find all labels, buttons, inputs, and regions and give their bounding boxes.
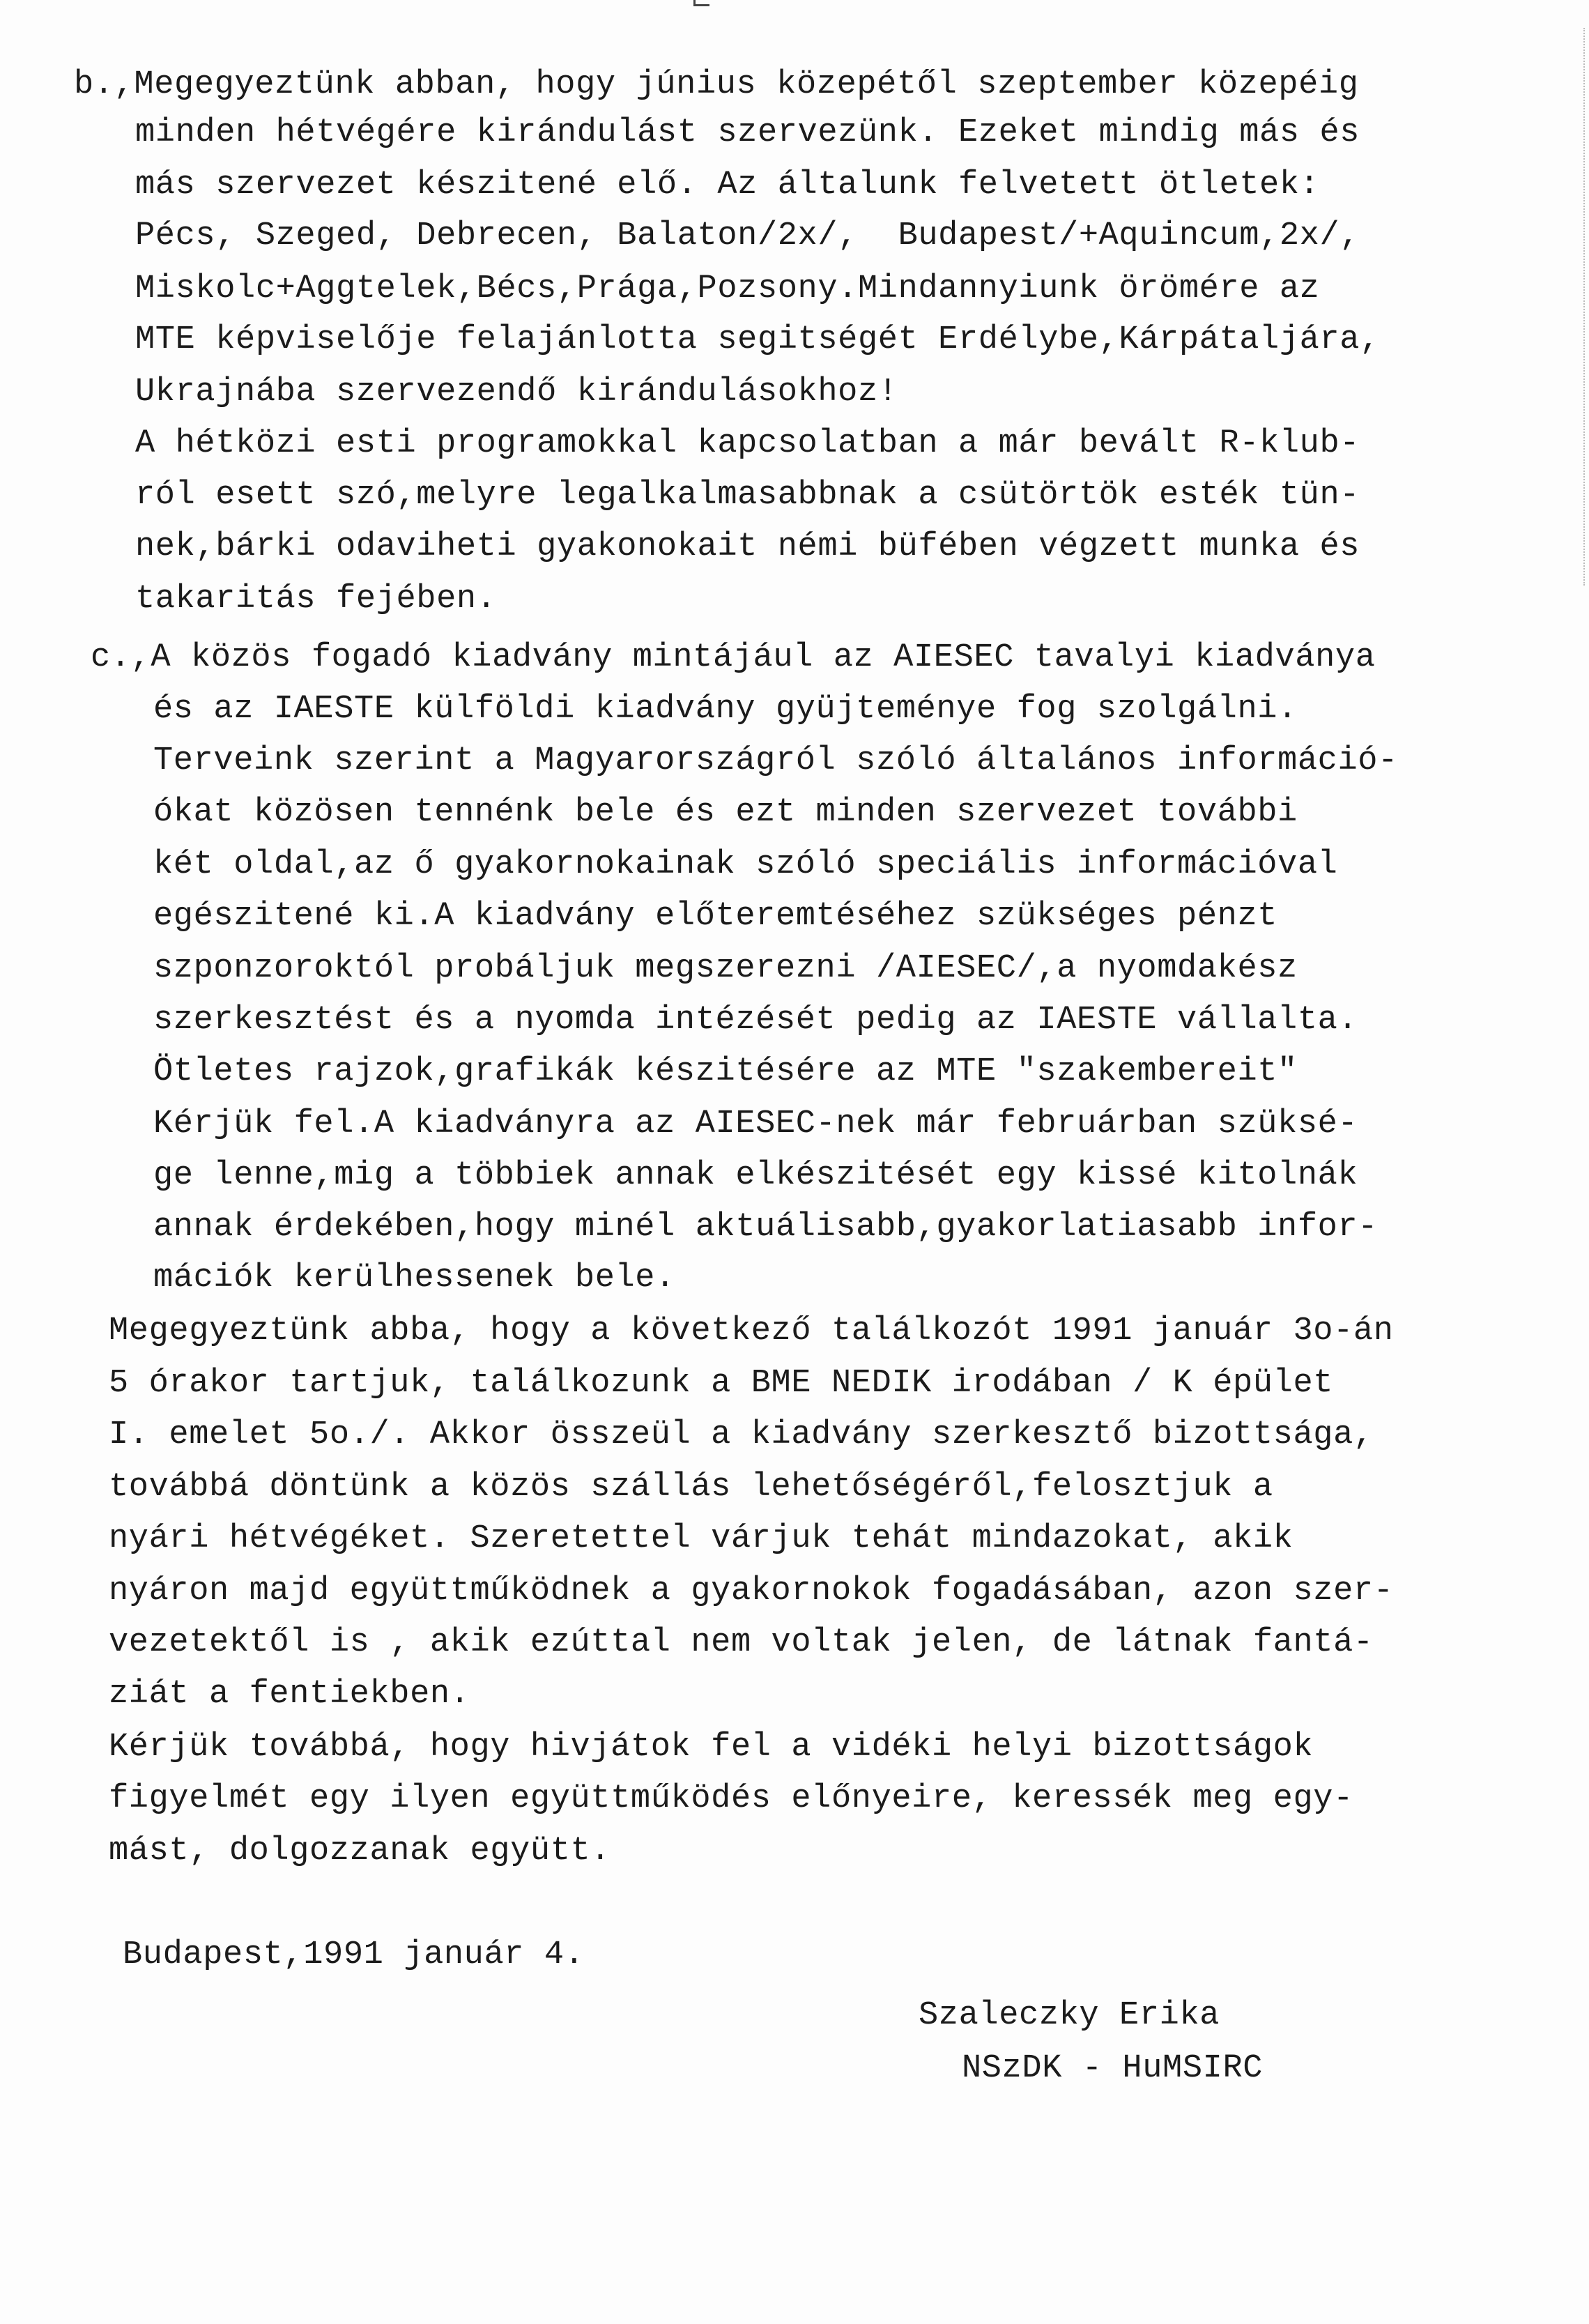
section-b-line-4: Pécs, Szeged, Debrecen, Balaton/2x/, Budapest/+Aquincum,2x/, xyxy=(135,217,1360,254)
closing-line-6: nyáron majd együttműködnek a gyakornokok fogadásában, azon szer- xyxy=(109,1573,1394,1610)
section-b-line-3: más szervezet készitené elő. Az általunk felvetett ötletek: xyxy=(135,167,1320,204)
place-date: Budapest,1991 január 4. xyxy=(123,1936,585,1973)
section-c-line-2: és az IAESTE külföldi kiadvány gyüjteménye fog szolgálni. xyxy=(153,691,1298,728)
closing-line-10: figyelmét egy ilyen együttműködés előnyeire, keressék meg egy- xyxy=(109,1780,1353,1817)
closing-line-9: Kérjük továbbá, hogy hivjátok fel a vidéki helyi bizottságok xyxy=(109,1729,1314,1766)
section-b-line-9: ról esett szó,melyre legalkalmasabbnak a csütörtök esték tün- xyxy=(135,477,1360,514)
scan-edge-artifact xyxy=(1582,28,1585,586)
section-b-line-7: Ukrajnába szervezendő kirándulásokhoz! xyxy=(135,374,898,411)
closing-line-7: vezetektől is , akik ezúttal nem voltak jelen, de látnak fantá- xyxy=(109,1624,1374,1661)
closing-line-3: I. emelet 5o./. Akkor összeül a kiadvány szerkesztő bizottsága, xyxy=(109,1416,1374,1453)
section-b-line-11: takaritás fejében. xyxy=(135,581,497,618)
section-c-line-1: c.,A közös fogadó kiadvány mintájául az AIESEC tavalyi kiadványa xyxy=(91,639,1376,676)
section-c-line-6: egészitené ki.A kiadvány előteremtéséhez szükséges pénzt xyxy=(153,898,1278,935)
section-c-line-3: Terveink szerint a Magyarországról szóló általános információ- xyxy=(153,742,1398,779)
section-c-line-13: mációk kerülhessenek bele. xyxy=(153,1260,675,1297)
closing-line-5: nyári hétvégéket. Szeretettel várjuk tehát mindazokat, akik xyxy=(109,1520,1294,1557)
section-b-line-8: A hétközi esti programokkal kapcsolatban a már bevált R-klub- xyxy=(135,425,1360,462)
section-b-line-6: MTE képviselője felajánlotta segitségét Erdélybe,Kárpátaljára, xyxy=(135,321,1380,358)
signature-name: Szaleczky Erika xyxy=(919,1997,1220,2034)
closing-line-4: továbbá döntünk a közös szállás lehetőségéről,felosztjuk a xyxy=(109,1469,1273,1506)
closing-line-8: ziát a fentiekben. xyxy=(109,1676,470,1713)
closing-line-1: Megegyeztünk abba, hogy a következő találkozót 1991 január 3o-án xyxy=(109,1313,1394,1350)
section-b-line-10: nek,bárki odaviheti gyakonokait némi büfében végzett munka és xyxy=(135,528,1360,565)
section-c-line-5: két oldal,az ő gyakornokainak szóló speciális információval xyxy=(153,846,1338,883)
section-c-line-4: ókat közösen tennénk bele és ezt minden szervezet további xyxy=(153,794,1298,831)
section-c-line-9: Ötletes rajzok,grafikák készitésére az MTE "szakembereit" xyxy=(153,1053,1298,1090)
closing-line-11: mást, dolgozzanak együtt. xyxy=(109,1833,611,1870)
section-c-line-8: szerkesztést és a nyomda intézését pedig az IAESTE vállalta. xyxy=(153,1002,1358,1039)
section-c-line-10: Kérjük fel.A kiadványra az AIESEC-nek már februárban szüksé- xyxy=(153,1106,1358,1142)
page-edge-mark xyxy=(693,0,709,6)
closing-line-2: 5 órakor tartjuk, találkozunk a BME NEDIK irodában / K épület xyxy=(109,1365,1334,1402)
signature-org: NSzDK - HuMSIRC xyxy=(962,2050,1264,2087)
section-b-line-2: minden hétvégére kirándulást szervezünk. Ezeket mindig más és xyxy=(135,114,1360,151)
section-c-line-12: annak érdekében,hogy minél aktuálisabb,gyakorlatiasabb infor- xyxy=(153,1209,1379,1246)
section-b-line-5: Miskolc+Aggtelek,Bécs,Prága,Pozsony.Mindannyiunk örömére az xyxy=(135,270,1320,307)
section-b-line-1: b.,Megegyeztünk abban, hogy június közepétől szeptember közepéig xyxy=(74,66,1359,103)
section-c-line-11: ge lenne,mig a többiek annak elkészitését egy kissé kitolnák xyxy=(153,1157,1358,1194)
section-c-line-7: szponzoroktól probáljuk megszerezni /AIESEC/,a nyomdakész xyxy=(153,950,1298,987)
